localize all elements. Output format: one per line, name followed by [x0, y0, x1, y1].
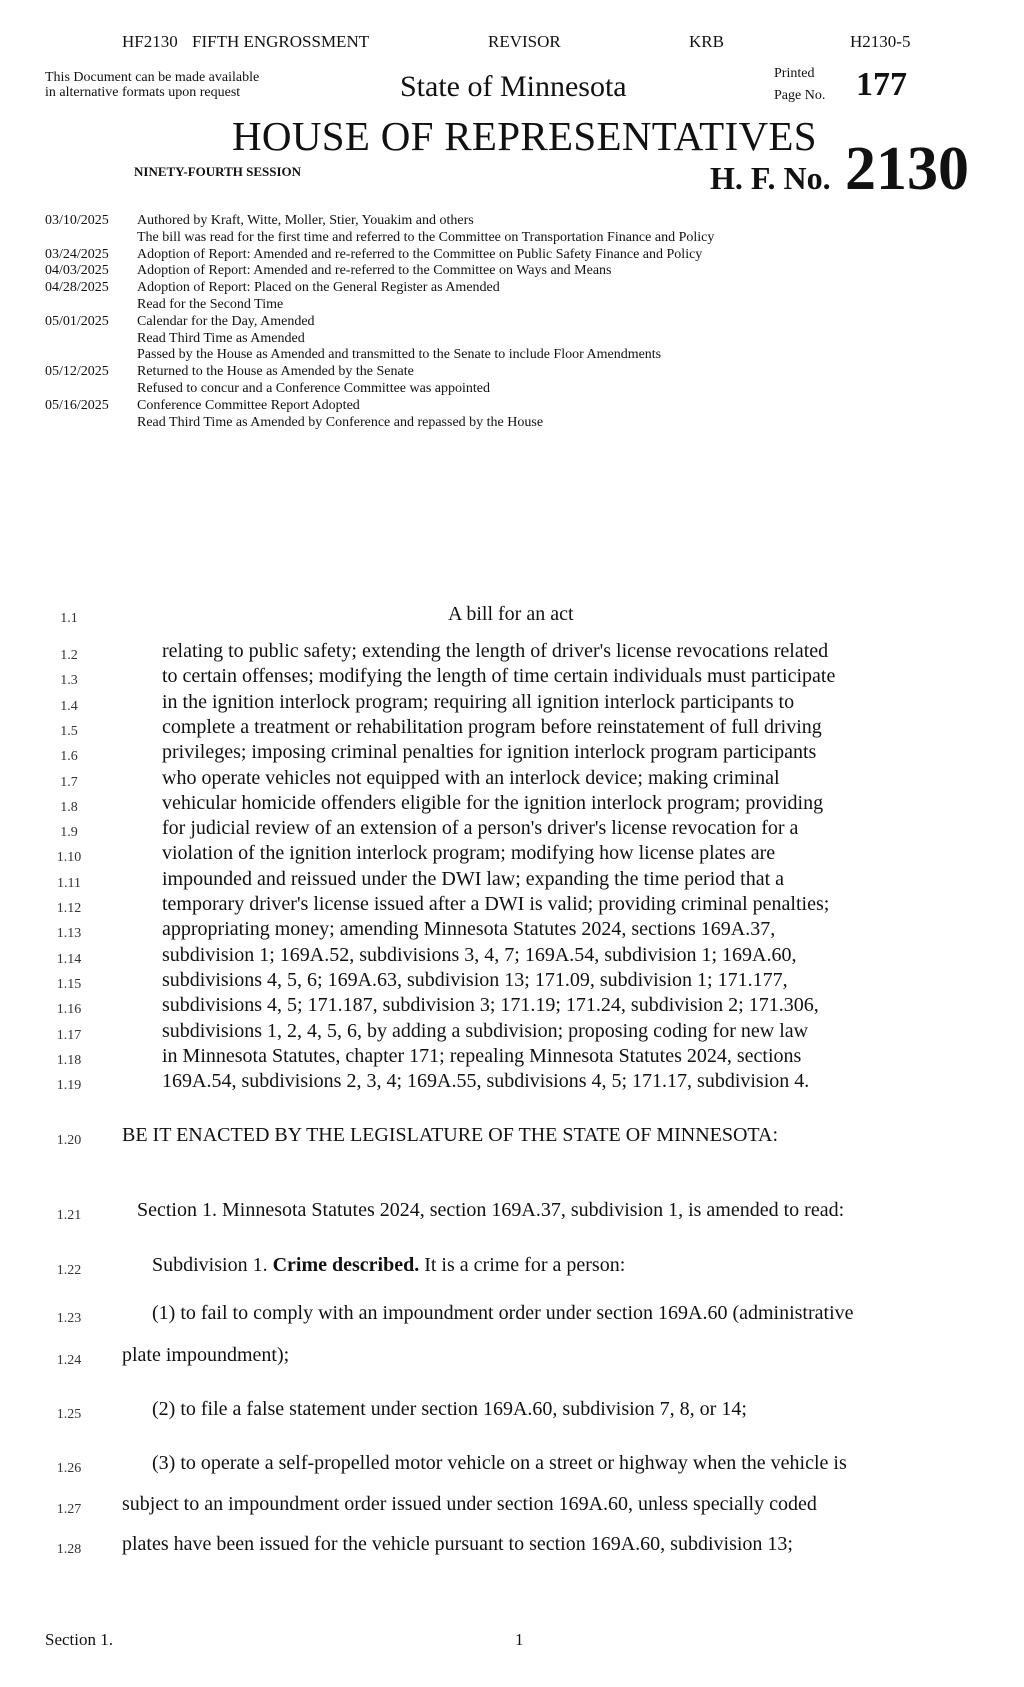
history-action: Adoption of Report: Placed on the General Register as Amended [137, 280, 500, 296]
line-number: 1.9 [60, 825, 78, 841]
history-entry [45, 314, 945, 364]
history-date: 05/16/2025 [45, 397, 109, 413]
history-date: 05/01/2025 [45, 313, 109, 329]
history-entry [45, 247, 945, 264]
line-number: 1.12 [56, 901, 82, 916]
history-entry [45, 280, 945, 314]
history-date: 04/28/2025 [45, 280, 109, 296]
history-action: Calendar for the Day, Amended [137, 313, 315, 329]
line-number: 1.21 [56, 1208, 82, 1223]
printed-page-label: Printed Page No. [774, 66, 826, 103]
bill-id: HF2130 [122, 32, 178, 51]
body-line: subject to an impoundment order issued under section 169A.60, unless specially coded [122, 1493, 817, 1515]
body-line: plates have been issued for the vehicle pursuant to section 169A.60, subdivision 13; [122, 1533, 793, 1555]
line-number: 1.28 [56, 1542, 82, 1557]
printed-page-number: 177 [856, 66, 907, 103]
history-action: Authored by Kraft, Witte, Moller, Stier, Youakim and others [137, 213, 474, 228]
bill-heading: A bill for an act [448, 603, 574, 625]
subdivision-heading: Subdivision 1. Crime described. It is a crime for a person: [152, 1254, 626, 1276]
title-line: 169A.54, subdivisions 2, 3, 4; 169A.55, subdivisions 4, 5; 171.17, subdivision 4. [162, 1070, 810, 1093]
line-number: 1.14 [56, 951, 82, 967]
history-action: Returned to the House as Amended by the Senate [137, 364, 414, 380]
title-line: relating to public safety; extending the length of driver's license revocations related [162, 640, 829, 662]
history-entry [45, 213, 945, 247]
subdivision-title: Crime described. [272, 1254, 420, 1276]
title-line: subdivisions 4, 5; 171.187, subdivision 3; 171.19; 171.24, subdivision 2; 171.306, [162, 994, 819, 1017]
line-number: 1.2 [60, 648, 78, 663]
history-action: Passed by the House as Amended and transmitted to the Senate to include Floor Amendments [137, 347, 662, 363]
title-line: appropriating money; amending Minnesota Statutes 2024, sections 169A.37, [162, 918, 776, 941]
footer-section: Section 1. [45, 1630, 113, 1649]
line-number: 1.3 [60, 673, 78, 689]
line-number: 1.6 [60, 749, 78, 765]
line-number: 1.23 [56, 1311, 82, 1326]
line-number: 1.19 [56, 1078, 82, 1094]
line-number: 1.11 [57, 875, 81, 891]
history-action: Read Third Time as Amended [137, 330, 305, 346]
line-number: 1.20 [56, 1133, 82, 1148]
state-name: State of Minnesota [400, 70, 627, 103]
enacting-clause: BE IT ENACTED BY THE LEGISLATURE OF THE STATE OF MINNESOTA: [122, 1124, 779, 1146]
line-number: 1.24 [56, 1353, 82, 1368]
line-number: 1.8 [60, 799, 78, 815]
line-number: 1.27 [56, 1502, 82, 1517]
line-number: 1.15 [56, 976, 82, 992]
bill-number: 2130 [845, 135, 969, 203]
history-date: 04/03/2025 [45, 263, 109, 279]
history-entry [45, 263, 945, 280]
line-number: 1.7 [60, 774, 78, 790]
history-date: 03/24/2025 [45, 246, 109, 262]
alt-format-notice: This Document can be made available in alternative formats upon request [45, 70, 260, 100]
history-action: Read for the Second Time [137, 296, 284, 312]
line-number: 1.13 [56, 926, 82, 942]
body-line: plate impoundment); [122, 1344, 290, 1366]
title-line: violation of the ignition interlock program; modifying how license plates are [162, 842, 776, 865]
history-action: Read Third Time as Amended by Conference and repassed by the House [137, 414, 544, 430]
line-number: 1.5 [60, 723, 78, 739]
title-line: for judicial review of an extension of a person's driver's license revocation for a [162, 817, 799, 840]
document-code: H2130-5 [850, 32, 911, 51]
title-line: to certain offenses; modifying the length of time certain individuals must participate [162, 665, 836, 688]
line-number: 1.1 [60, 611, 78, 626]
line-number: 1.17 [56, 1027, 82, 1043]
hf-label: H. F. No. [710, 160, 831, 196]
session-label: NINETY-FOURTH SESSION [134, 164, 302, 179]
title-line: in Minnesota Statutes, chapter 171; repealing Minnesota Statutes 2024, sections [162, 1044, 802, 1067]
history-action: Adoption of Report: Amended and re-referred to the Committee on Ways and Means [137, 263, 612, 279]
section-heading: Section 1. Minnesota Statutes 2024, section 169A.37, subdivision 1, is amended to read: [137, 1199, 845, 1221]
line-number: 1.4 [60, 698, 78, 714]
legislative-history [45, 213, 945, 431]
history-action: Conference Committee Report Adopted [137, 397, 360, 413]
revisor-initials: KRB [689, 32, 724, 51]
history-entry [45, 364, 945, 398]
title-line: subdivisions 1, 2, 4, 5, 6, by adding a subdivision; proposing coding for new law [162, 1019, 809, 1042]
body-line: (2) to file a false statement under section 169A.60, subdivision 7, 8, or 14; [152, 1398, 747, 1420]
body-line: (1) to fail to comply with an impoundment order under section 169A.60 (administrative [152, 1302, 854, 1324]
history-action: Adoption of Report: Amended and re-referred to the Committee on Public Safety Finance and Policy [137, 246, 703, 262]
history-action: Refused to concur and a Conference Committee was appointed [137, 380, 490, 396]
line-number: 1.22 [56, 1263, 82, 1278]
line-number: 1.18 [56, 1052, 82, 1068]
title-line: complete a treatment or rehabilitation program before reinstatement of full driving [162, 715, 822, 738]
body-line: (3) to operate a self-propelled motor vehicle on a street or highway when the vehicle is [152, 1452, 847, 1474]
line-number: 1.16 [56, 1002, 82, 1018]
line-number: 1.10 [56, 850, 82, 866]
title-line: temporary driver's license issued after a DWI is valid; providing criminal penalties; [162, 893, 830, 915]
title-line: subdivisions 4, 5, 6; 169A.63, subdivision 13; 171.09, subdivision 1; 171.177, [162, 968, 788, 991]
title-line: who operate vehicles not equipped with an interlock device; making criminal [162, 766, 780, 789]
revisor-label: REVISOR [488, 32, 561, 51]
footer-page-number: 1 [515, 1630, 524, 1649]
history-action: The bill was read for the first time and referred to the Committee on Transportation Finance and Policy [137, 229, 715, 245]
title-line: subdivision 1; 169A.52, subdivisions 3, 4, 7; 169A.54, subdivision 1; 169A.60, [162, 943, 797, 966]
history-entry [45, 398, 945, 432]
chamber-title: HOUSE OF REPRESENTATIVES [232, 113, 817, 159]
title-line: impounded and reissued under the DWI law; expanding the time period that a [162, 867, 785, 890]
line-number: 1.25 [56, 1407, 82, 1422]
title-line: in the ignition interlock program; requiring all ignition interlock participants to [162, 690, 795, 713]
line-number: 1.26 [56, 1461, 82, 1476]
engrossment-label: FIFTH ENGROSSMENT [192, 32, 370, 51]
history-date: 03/10/2025 [45, 213, 109, 228]
title-line: privileges; imposing criminal penalties for ignition interlock program participants [162, 741, 817, 764]
title-line: vehicular homicide offenders eligible for the ignition interlock program; providing [162, 791, 824, 814]
history-date: 05/12/2025 [45, 364, 109, 380]
